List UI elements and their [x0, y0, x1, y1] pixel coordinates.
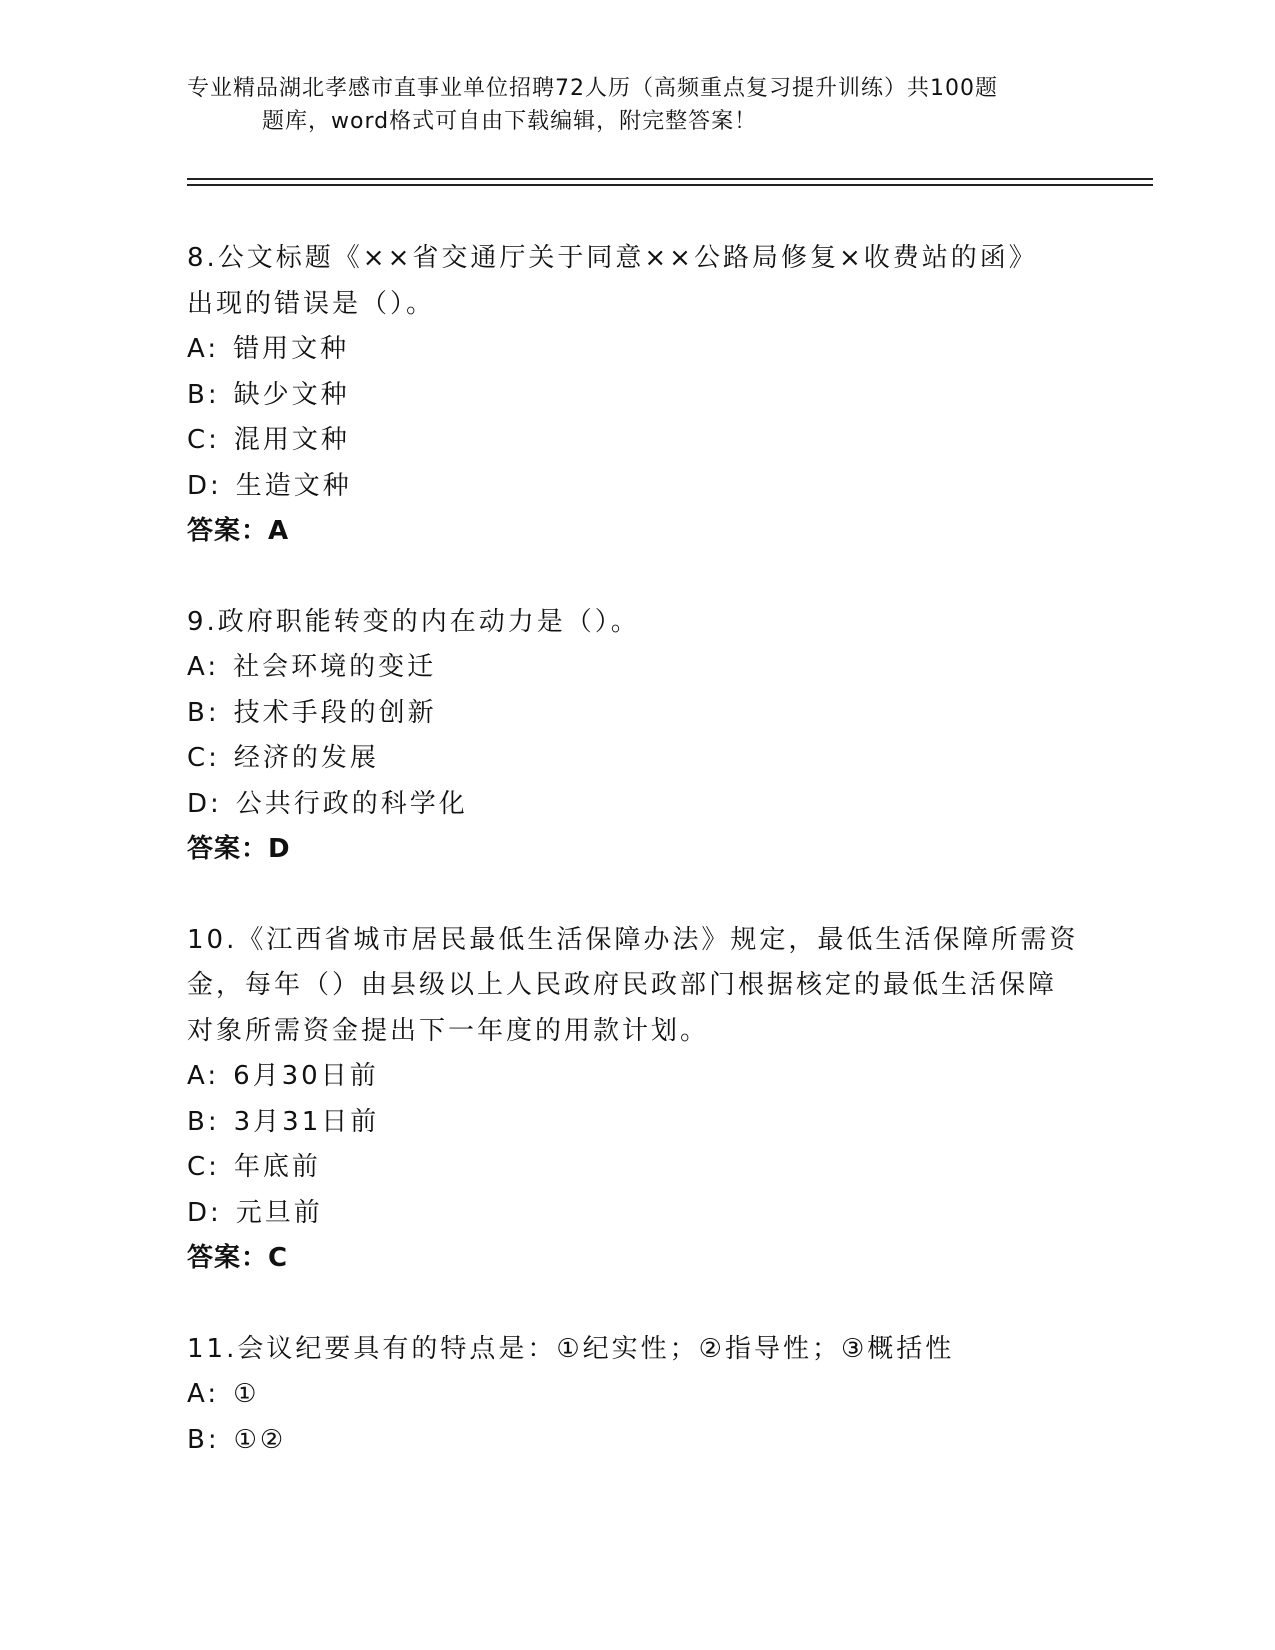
- question-stem-line: 8.公文标题《××省交通厅关于同意××公路局修复×收费站的函》: [187, 243, 1038, 273]
- document-header: [187, 72, 1067, 138]
- question-item: [187, 600, 1087, 873]
- option-letter: A:: [187, 1061, 220, 1091]
- question-stem-line: 出现的错误是（）。: [187, 288, 436, 319]
- option-letter: B:: [187, 1424, 220, 1455]
- option-text: 缺少文种: [233, 379, 350, 410]
- option-text: ①②: [233, 1424, 287, 1455]
- option-a: [187, 327, 1087, 373]
- option-c: [187, 736, 1087, 782]
- option-a: [187, 645, 1087, 691]
- option-letter: A:: [187, 334, 220, 364]
- question-stem-line: 11.会议纪要具有的特点是：①纪实性；②指导性；③概括性: [187, 1333, 955, 1364]
- option-text: 年底前: [233, 1152, 321, 1182]
- option-text: 错用文种: [233, 334, 350, 364]
- header-divider-top: [187, 178, 1153, 180]
- option-letter: D:: [187, 470, 222, 501]
- answer-line: 答案：C: [187, 1243, 289, 1273]
- question-stem: [187, 918, 1087, 1055]
- option-d: [187, 1191, 1087, 1237]
- option-text: 技术手段的创新: [233, 697, 437, 728]
- question-stem-line: 10.《江西省城市居民最低生活保障办法》规定，最低生活保障所需资: [187, 924, 1079, 955]
- question-stem-line: 9.政府职能转变的内在动力是（）。: [187, 606, 640, 637]
- header-title-line-2: 题库，word格式可自由下载编辑，附完整答案！: [262, 109, 758, 134]
- option-letter: D:: [187, 1197, 222, 1228]
- option-letter: B:: [187, 379, 220, 410]
- option-text: ①: [233, 1379, 260, 1409]
- question-stem-line: 金，每年（）由县级以上人民政府民政部门根据核定的最低生活保障: [187, 970, 1058, 1000]
- option-letter: C:: [187, 743, 220, 773]
- answer-line: 答案：A: [187, 516, 290, 546]
- question-stem: [187, 236, 1087, 327]
- option-b: [187, 1418, 1087, 1464]
- option-text: 经济的发展: [233, 743, 379, 773]
- option-letter: C:: [187, 1152, 220, 1182]
- option-letter: B:: [187, 697, 220, 728]
- option-letter: A:: [187, 652, 220, 682]
- question-item: [187, 918, 1087, 1282]
- option-d: [187, 782, 1087, 828]
- option-b: [187, 373, 1087, 419]
- option-text: 公共行政的科学化: [235, 788, 468, 819]
- option-text: 3月31日前: [233, 1106, 380, 1137]
- option-b: [187, 1100, 1087, 1146]
- option-text: 混用文种: [233, 425, 350, 455]
- option-b: [187, 691, 1087, 737]
- option-c: [187, 418, 1087, 464]
- option-d: [187, 464, 1087, 510]
- question-stem: [187, 600, 1087, 646]
- option-text: 生造文种: [235, 470, 352, 501]
- option-a: [187, 1372, 1087, 1418]
- option-text: 6月30日前: [233, 1061, 379, 1091]
- question-item: [187, 236, 1087, 555]
- question-stem-line: 对象所需资金提出下一年度的用款计划。: [187, 1015, 710, 1046]
- option-a: [187, 1054, 1087, 1100]
- header-title-line-1: 专业精品湖北孝感市直事业单位招聘72人历（高频重点复习提升训练）共100题: [187, 76, 998, 101]
- option-text: 社会环境的变迁: [233, 652, 437, 682]
- header-divider-bottom: [187, 184, 1153, 186]
- answer-line: 答案：D: [187, 834, 291, 864]
- question-item: [187, 1327, 1087, 1464]
- option-c: [187, 1145, 1087, 1191]
- option-letter: C:: [187, 425, 220, 455]
- option-letter: A:: [187, 1379, 220, 1409]
- question-stem: [187, 1327, 1087, 1373]
- option-text: 元旦前: [235, 1197, 323, 1228]
- option-letter: B:: [187, 1106, 220, 1137]
- question-list: [187, 236, 1087, 1508]
- option-letter: D:: [187, 788, 222, 819]
